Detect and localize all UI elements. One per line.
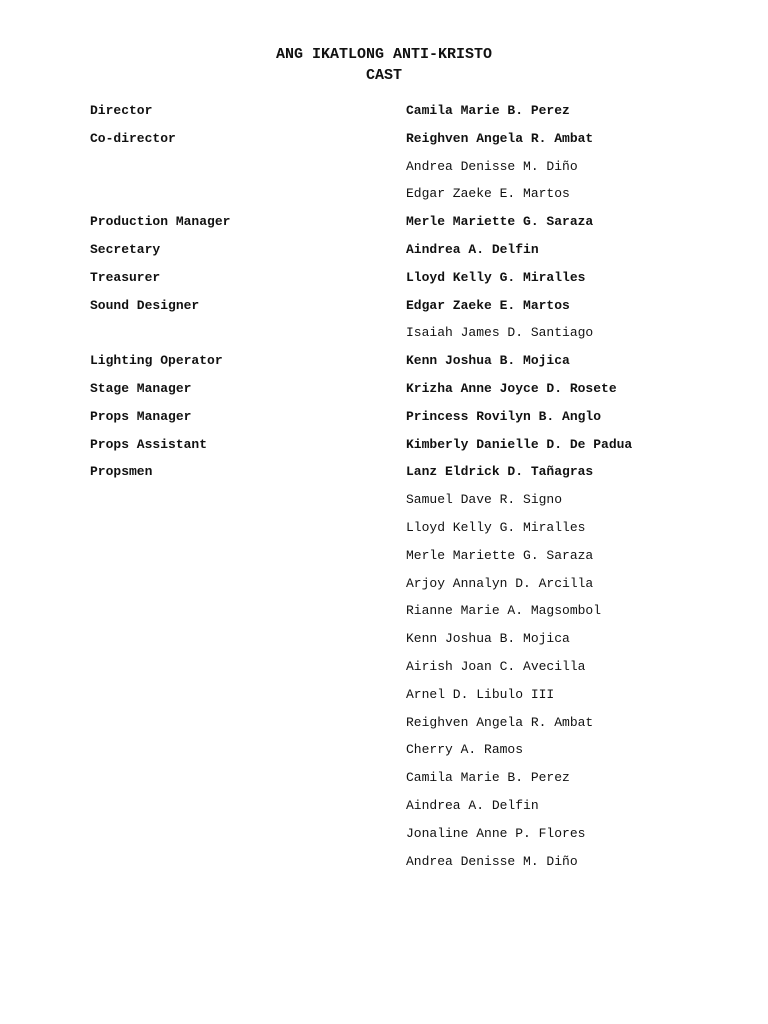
cast-row bbox=[0, 741, 768, 769]
cast-row bbox=[0, 352, 768, 380]
role-label: Props Assistant bbox=[90, 436, 208, 452]
cast-row bbox=[0, 686, 768, 714]
member-name: Isaiah James D. Santiago bbox=[406, 325, 594, 341]
member-name: Reighven Angela R. Ambat bbox=[406, 130, 594, 146]
member-name: Reighven Angela R. Ambat bbox=[406, 714, 594, 730]
cast-row bbox=[0, 714, 768, 742]
cast-row bbox=[0, 630, 768, 658]
member-name: Edgar Zaeke E. Martos bbox=[406, 186, 570, 202]
role-label: Lighting Operator bbox=[90, 353, 223, 369]
member-name: Jonaline Anne P. Flores bbox=[406, 825, 586, 841]
document-title: ANG IKATLONG ANTI-KRISTO bbox=[275, 46, 493, 63]
cast-row bbox=[0, 158, 768, 186]
member-name: Kimberly Danielle D. De Padua bbox=[406, 436, 633, 452]
role-label: Propsmen bbox=[90, 464, 153, 480]
member-name: Merle Mariette G. Saraza bbox=[406, 547, 594, 563]
member-name: Krizha Anne Joyce D. Rosete bbox=[406, 381, 617, 396]
cast-row bbox=[0, 102, 768, 130]
member-name: Aindrea A. Delfin bbox=[406, 798, 539, 813]
cast-row bbox=[0, 769, 768, 797]
role-label: Director bbox=[90, 103, 153, 118]
member-name: Lloyd Kelly G. Miralles bbox=[406, 520, 586, 535]
role-label: Sound Designer bbox=[90, 297, 200, 313]
cast-row bbox=[0, 463, 768, 491]
member-name: Arjoy Annalyn D. Arcilla bbox=[406, 575, 594, 591]
role-label: Stage Manager bbox=[90, 381, 192, 396]
cast-row bbox=[0, 241, 768, 269]
role-label: Production Manager bbox=[90, 214, 231, 230]
cast-row bbox=[0, 436, 768, 464]
member-name: Princess Rovilyn B. Anglo bbox=[406, 408, 602, 424]
member-name: Aindrea A. Delfin bbox=[406, 242, 539, 257]
cast-row bbox=[0, 408, 768, 436]
document-subtitle: CAST bbox=[365, 67, 402, 84]
cast-row bbox=[0, 491, 768, 519]
member-name: Kenn Joshua B. Mojica bbox=[406, 353, 570, 369]
cast-row bbox=[0, 547, 768, 575]
member-name: Arnel D. Libulo III bbox=[406, 686, 555, 702]
cast-row bbox=[0, 324, 768, 352]
cast-row bbox=[0, 602, 768, 630]
cast-row bbox=[0, 380, 768, 408]
member-name: Camila Marie B. Perez bbox=[406, 770, 570, 786]
cast-row bbox=[0, 658, 768, 686]
role-label: Secretary bbox=[90, 242, 161, 257]
role-label: Props Manager bbox=[90, 408, 192, 424]
cast-row bbox=[0, 575, 768, 603]
cast-row bbox=[0, 519, 768, 547]
cast-row bbox=[0, 213, 768, 241]
cast-row bbox=[0, 130, 768, 158]
member-name: Andrea Denisse M. Diño bbox=[406, 158, 578, 174]
member-name: Merle Mariette G. Saraza bbox=[406, 214, 594, 230]
member-name: Andrea Denisse M. Diño bbox=[406, 853, 578, 869]
role-label: Co-director bbox=[90, 130, 176, 146]
member-name: Cherry A. Ramos bbox=[406, 742, 524, 758]
role-label: Treasurer bbox=[90, 269, 161, 285]
member-name: Edgar Zaeke E. Martos bbox=[406, 297, 570, 313]
member-name: Camila Marie B. Perez bbox=[406, 103, 570, 118]
cast-row bbox=[0, 825, 768, 853]
cast-row bbox=[0, 853, 768, 881]
member-name: Rianne Marie A. Magsombol bbox=[406, 603, 602, 619]
member-name: Airish Joan C. Avecilla bbox=[406, 659, 586, 674]
cast-row bbox=[0, 797, 768, 825]
cast-row bbox=[0, 185, 768, 213]
member-name: Lanz Eldrick D. Tañagras bbox=[406, 464, 594, 480]
cast-row bbox=[0, 269, 768, 297]
member-name: Samuel Dave R. Signo bbox=[406, 492, 563, 508]
member-name: Lloyd Kelly G. Miralles bbox=[406, 269, 586, 285]
member-name: Kenn Joshua B. Mojica bbox=[406, 631, 570, 647]
cast-row bbox=[0, 297, 768, 325]
